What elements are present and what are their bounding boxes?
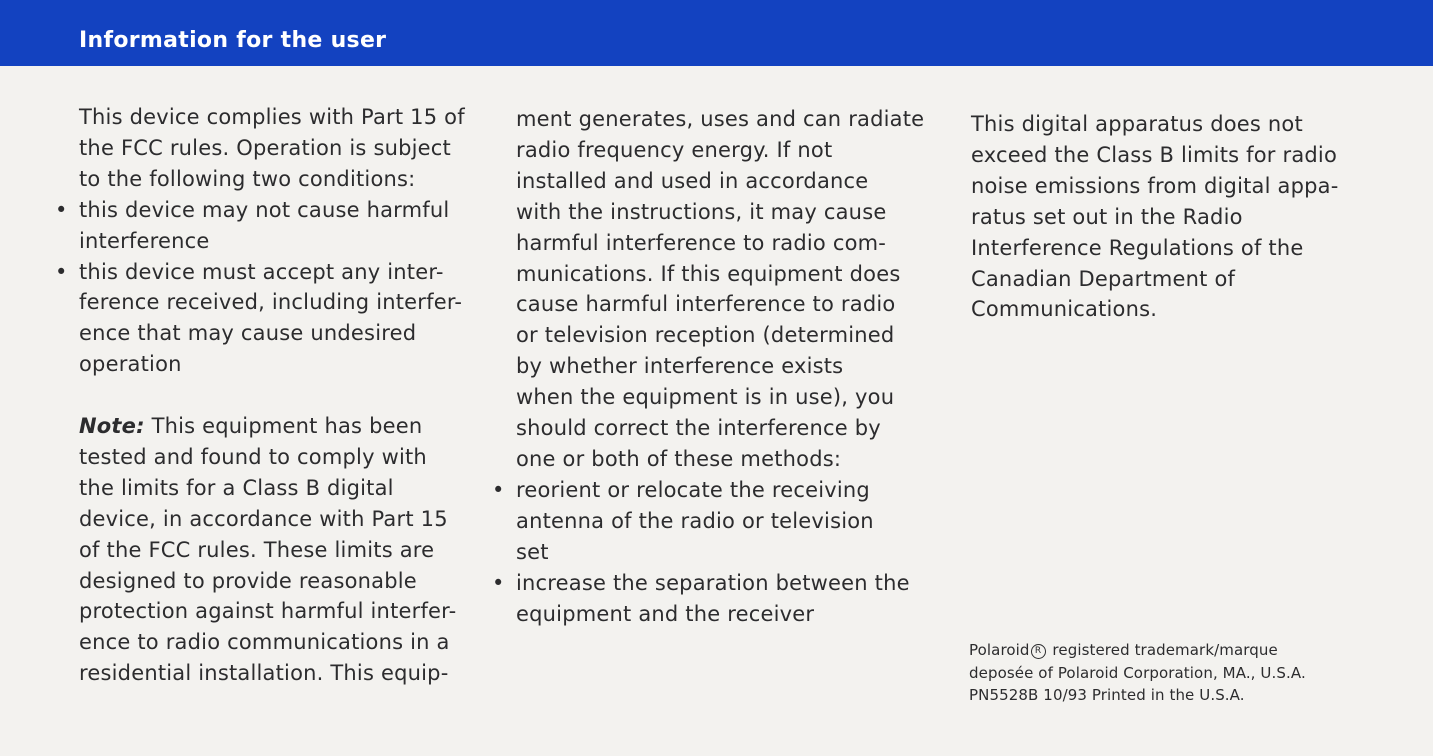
text-line: tested and found to comply with [79,444,427,469]
text-line: set [516,539,549,564]
text-line: radio frequency energy. If not [516,137,833,162]
text-line: deposée of Polaroid Corporation, MA., U.S.A. [969,663,1306,682]
text-line: Interference Regulations of the [971,235,1304,260]
text-line: equipment and the receiver [516,601,815,626]
text-line: PN5528B 10/93 Printed in the U.S.A. [969,686,1245,704]
text-line: ference received, including interfer- [79,290,463,315]
text-line: one or both of these methods: [516,446,842,471]
text-line: protection against harmful interfer- [79,599,457,624]
text-line: ence to radio communications in a [79,630,450,655]
text-line: ment generates, uses and can radiate [516,107,925,131]
brand-name: Polaroid [969,641,1030,659]
trademark-note [969,639,1306,707]
text-line: This equipment has been [144,414,423,439]
text-line: device, in accordance with Part 15 [79,506,448,531]
bullet-item [492,568,936,599]
text-line: increase the separation between the [516,570,910,595]
text-line: when the equipment is in use), you [516,385,895,410]
header-band [0,0,1433,66]
text-line: This digital apparatus does not [971,112,1303,136]
text-line: residential installation. This equip- [79,661,449,686]
text-line: Communications. [971,297,1158,322]
text-line: the FCC rules. Operation is subject [79,135,451,160]
text-line: harmful interference to radio com- [516,230,887,255]
text-line: exceed the Class B limits for radio [971,142,1338,167]
bullet-icon: • [55,197,68,222]
column-3 [971,109,1381,325]
text-line: reorient or relocate the receiving [516,477,870,502]
text-line: ratus set out in the Radio [971,204,1243,229]
bullet-icon: • [492,570,505,595]
registered-mark-icon: R [1031,644,1046,659]
text-line: this device may not cause harmful [79,197,450,222]
text-line: munications. If this equipment does [516,261,901,286]
paragraph-gap [79,380,489,411]
text-line: of the FCC rules. These limits are [79,537,435,562]
text-line: operation [79,352,182,377]
text-line: Canadian Department of [971,266,1236,291]
trademark-line [969,639,1306,662]
text-line: antenna of the radio or television [516,508,874,533]
text-line: the limits for a Class B digital [79,475,394,500]
text-line: interference [79,228,210,253]
bullet-item [55,257,489,288]
text-line: designed to provide reasonable [79,568,417,593]
text-line: with the instructions, it may cause [516,199,887,224]
text-line: This device complies with Part 15 of [79,105,465,129]
text-line: or television reception (determined [516,323,895,348]
bullet-icon: • [55,259,68,284]
bullet-item [492,475,936,506]
text-line: registered trademark/marque [1047,641,1278,659]
text-line: this device must accept any inter- [79,259,444,284]
column-2 [492,104,936,629]
text-line: to the following two conditions: [79,166,416,191]
bullet-item [55,195,489,226]
note-line [79,411,489,442]
text-line: by whether interference exists [516,354,844,379]
note-label: Note: [79,414,145,439]
text-line: ence that may cause undesired [79,321,417,346]
column-1 [55,102,489,689]
text-line: should correct the interference by [516,416,881,441]
page-title: Information for the user [79,28,387,53]
text-line: noise emissions from digital appa- [971,173,1339,198]
bullet-icon: • [492,477,505,502]
text-line: cause harmful interference to radio [516,292,896,317]
text-line: installed and used in accordance [516,168,869,193]
